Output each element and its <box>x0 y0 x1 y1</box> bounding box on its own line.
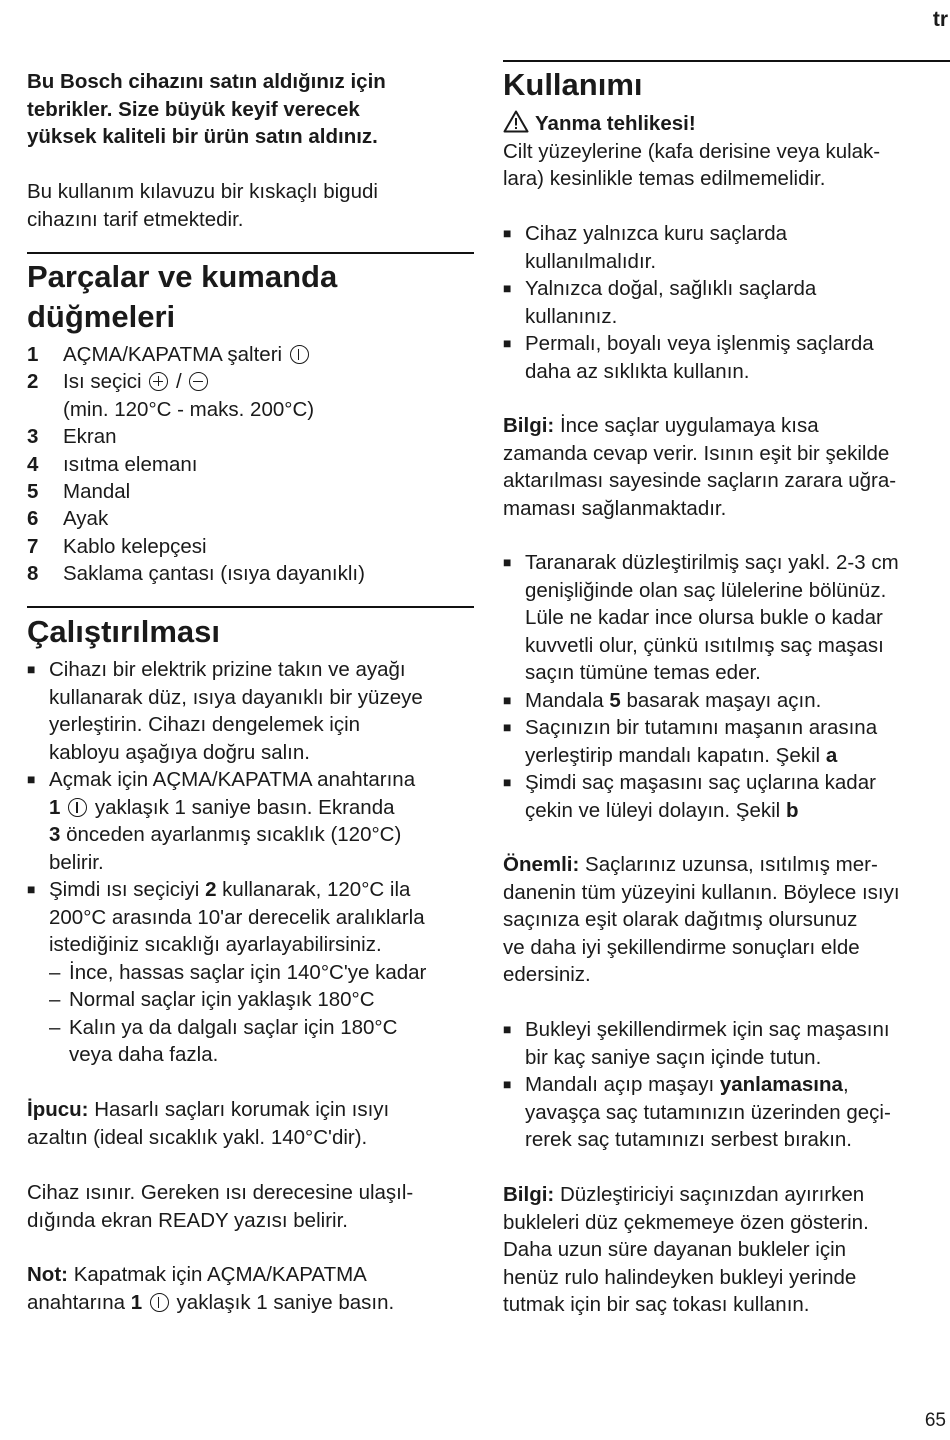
line <box>525 687 821 715</box>
dash-item <box>27 959 474 987</box>
line-text: Mandalı açıp maşayı <box>525 1073 715 1096</box>
line: Açmak için AÇMA/KAPATMA anahtarına <box>49 768 416 791</box>
list-item <box>27 876 474 904</box>
power-icon <box>68 798 87 817</box>
parts-title-line1: Parçalar ve kumanda <box>27 259 338 294</box>
ref-number: 2 <box>205 878 217 901</box>
line <box>525 1071 849 1099</box>
line-text: kullanarak, 120°C ila <box>222 878 411 901</box>
separator: / <box>176 370 182 394</box>
line: Permalı, boyalı veya işlenmiş saçlarda <box>525 332 874 355</box>
parts-list <box>27 341 474 588</box>
line: istediğiniz sıcaklığı ayarlayabilirsiniz. <box>49 933 382 956</box>
line <box>49 876 410 904</box>
list-item-cont <box>503 1044 950 1072</box>
warning-title: Yanma tehlikesi! <box>535 112 696 135</box>
line: edersiniz. <box>503 963 591 986</box>
line: kullanarak düz, ısıya dayanıklı bir yüzeye <box>49 685 423 709</box>
list-item-cont <box>27 794 474 822</box>
parts-item <box>27 368 474 395</box>
bullet-square-icon: ■ <box>27 771 36 787</box>
bullet-square-icon: ■ <box>503 554 512 570</box>
bullet-square-icon: ■ <box>503 719 512 735</box>
item-text <box>63 368 210 395</box>
bullet-square-icon: ■ <box>503 1076 512 1092</box>
tip-label: İpucu: <box>27 1098 89 1121</box>
item-number: 5 <box>27 480 39 504</box>
line: bukleleri düz çekmemeye özen gösterin. <box>503 1210 869 1234</box>
parts-item <box>27 341 474 368</box>
heat-paragraph <box>27 1179 474 1234</box>
line <box>27 1261 474 1289</box>
list-item <box>503 549 950 577</box>
usage-title: Kullanımı <box>503 67 643 102</box>
important-label: Önemli: <box>503 853 580 876</box>
list-item-cont <box>503 577 950 605</box>
parts-item-sub <box>27 396 474 423</box>
line <box>525 797 798 825</box>
item-label: Mandal <box>63 480 131 504</box>
power-icon <box>150 1293 169 1312</box>
line-text: anahtarına <box>27 1290 126 1314</box>
list-item-cont <box>503 303 950 331</box>
line: rerek saç tutamınızı serbest bırakın. <box>525 1128 852 1151</box>
intro-bold-line: tebrikler. Size büyük keyif verecek <box>27 97 360 121</box>
line-text: yaklaşık 1 saniye basın. Ekranda <box>94 795 395 819</box>
list-item-cont <box>503 248 950 276</box>
list-item <box>27 656 474 684</box>
line: tutmak için bir saç tokası kullanın. <box>503 1293 810 1316</box>
bullet-square-icon: ■ <box>503 335 512 351</box>
list-item-cont <box>27 684 474 712</box>
bullet-square-icon: ■ <box>503 691 512 708</box>
info-paragraph-1 <box>503 412 950 522</box>
line: saçınıza eşit olarak dağıtmış olursunuz <box>503 908 858 931</box>
parts-item <box>27 533 474 560</box>
list-item <box>27 766 474 794</box>
line <box>503 412 950 440</box>
warning-block <box>503 110 950 193</box>
line <box>27 1096 474 1124</box>
ref-number: 1 <box>130 1290 143 1314</box>
line: maması sağlanmaktadır. <box>503 496 727 520</box>
parts-item <box>27 451 474 478</box>
intro-line: Bu kullanım kılavuzu bir kıskaçlı bigudi <box>27 180 378 203</box>
usage-list-1 <box>503 220 950 385</box>
line-text: Mandala <box>525 688 604 712</box>
bullet-square-icon: ■ <box>503 774 512 790</box>
line: kuvvetli olur, çünkü ısıtılmış saç maşası <box>525 633 884 657</box>
bullet-square-icon: ■ <box>27 881 36 897</box>
line-text: yaklaşık 1 saniye basın. <box>176 1290 395 1314</box>
warning-triangle-icon <box>503 110 529 133</box>
line <box>27 1289 474 1317</box>
line: Daha uzun süre dayanan bukleler için <box>503 1238 847 1261</box>
info-label: Bilgi: <box>503 1183 555 1206</box>
language-tag: tr <box>932 8 948 31</box>
line-text: Kapatmak için AÇMA/KAPATMA <box>73 1263 367 1286</box>
line <box>503 851 950 879</box>
line-text: Hasarlı saçları korumak için ısıyı <box>94 1098 390 1121</box>
line: yavaşça saç tutamınızın üzerinden geçi- <box>525 1100 891 1124</box>
list-item-cont <box>503 797 950 825</box>
item-subtext: (min. 120°C - maks. 200°C) <box>63 397 315 421</box>
dash-marker: – <box>49 960 61 984</box>
list-item-cont <box>503 604 950 632</box>
line: Cihazı bir elektrik prizine takın ve ayağı <box>49 658 406 681</box>
info-paragraph-2 <box>503 1181 950 1319</box>
line: saçın tümüne temas eder. <box>525 661 761 684</box>
parts-item <box>27 478 474 505</box>
note-paragraph <box>27 1261 474 1316</box>
list-item <box>503 714 950 742</box>
line <box>27 1207 474 1235</box>
power-icon <box>290 345 309 364</box>
item-number: 4 <box>27 452 39 476</box>
item-number: 6 <box>27 507 39 531</box>
line: kullanılmalıdır. <box>525 249 657 273</box>
dash-item-cont <box>27 1041 474 1069</box>
line: zamanda cevap verir. Isının eşit bir şekilde <box>503 441 890 465</box>
list-item-cont <box>503 1126 950 1154</box>
usage-list-3 <box>503 1016 950 1154</box>
line: azaltın (ideal sıcaklık yakl. 140°C'dir). <box>27 1125 368 1149</box>
line <box>503 1181 950 1209</box>
item-number: 1 <box>27 343 39 366</box>
intro-line: cihazını tarif etmektedir. <box>27 207 244 231</box>
line: kullanınız. <box>525 304 618 328</box>
intro-bold-line: yüksek kaliteli bir ürün satın aldınız. <box>27 125 378 148</box>
line: lara) kesinlikle temas edilmemelidir. <box>503 167 826 190</box>
ref-number: 5 <box>609 688 621 712</box>
important-paragraph <box>503 851 950 989</box>
bullet-square-icon: ■ <box>503 280 512 296</box>
list-item <box>503 220 950 248</box>
ref-number: 3 <box>49 823 61 846</box>
line-text: yerleştirip mandalı kapatın. Şekil <box>525 743 821 767</box>
line: Şimdi saç maşasını saç uçlarına kadar <box>525 771 876 794</box>
operation-list <box>27 656 474 1069</box>
line-text: dığında ekran <box>27 1208 153 1232</box>
intro-bold-line: Bu Bosch cihazını satın aldığınız için <box>27 70 386 93</box>
dash-marker: – <box>49 988 61 1011</box>
parts-item <box>27 423 474 450</box>
list-item <box>503 275 950 303</box>
intro-description <box>27 178 474 233</box>
line-text: Saçlarınız uzunsa, ısıtılmış mer- <box>585 853 878 876</box>
note-label: Not: <box>27 1263 68 1286</box>
parts-item <box>27 505 474 532</box>
parts-title-line2: düğmeleri <box>27 299 176 334</box>
line: Kalın ya da dalgalı saçlar için 180°C <box>69 1015 398 1039</box>
list-item-cont <box>27 739 474 767</box>
section-divider <box>27 606 474 608</box>
line: Yalnızca doğal, sağlıklı saçlarda <box>525 277 817 300</box>
figure-ref: a <box>825 743 838 767</box>
ref-number: 1 <box>49 795 61 819</box>
bullet-square-icon: ■ <box>27 661 36 677</box>
list-item <box>503 1071 950 1099</box>
plus-icon <box>149 372 168 391</box>
list-item-cont <box>503 632 950 660</box>
dash-marker: – <box>49 1015 61 1039</box>
operation-title: Çalıştırılması <box>27 614 220 649</box>
tip-paragraph <box>27 1096 474 1151</box>
bullet-square-icon: ■ <box>503 1021 512 1037</box>
list-item-cont <box>503 358 950 386</box>
line-text: basarak maşayı açın. <box>626 688 822 712</box>
line: Cihaz ısınır. Gereken ısı derecesine ulaşıl- <box>27 1181 414 1204</box>
section-divider <box>27 252 474 254</box>
line: henüz rulo halindeyken bukleyi yerinde <box>503 1265 857 1289</box>
line: belirir. <box>49 850 104 874</box>
line: veya daha fazla. <box>69 1043 219 1066</box>
ready-label: READY <box>158 1208 229 1232</box>
dash-item <box>27 1014 474 1042</box>
page-number: 65 <box>924 1410 946 1431</box>
line: daha az sıklıkta kullanın. <box>525 359 750 383</box>
section-divider <box>503 60 950 62</box>
line: 200°C arasında 10'ar derecelik aralıklarla <box>49 905 425 929</box>
usage-list-2 <box>503 549 950 824</box>
line-text: Düzleştiriciyi saçınızdan ayırırken <box>559 1183 865 1206</box>
line <box>525 742 837 770</box>
list-item-cont <box>27 931 474 959</box>
list-item-cont <box>27 711 474 739</box>
line <box>49 821 401 849</box>
line: Bukleyi şekillendirmek için saç maşasını <box>525 1018 890 1041</box>
item-label: ısıtma elemanı <box>63 452 198 476</box>
line: aktarılması sayesinde saçların zarara uğra- <box>503 469 897 492</box>
line: ve daha iyi şekillendirme sonuçları elde <box>503 935 860 959</box>
list-item-cont <box>27 849 474 877</box>
bullet-square-icon: ■ <box>503 225 512 241</box>
list-item-cont <box>503 659 950 687</box>
line: Lüle ne kadar ince olursa bukle o kadar <box>525 606 883 629</box>
line: Cilt yüzeylerine (kafa derisine veya kulak- <box>503 139 881 163</box>
intro-congrats <box>27 68 474 151</box>
item-label: Kablo kelepçesi <box>63 534 207 558</box>
minus-icon <box>189 372 208 391</box>
item-label: AÇMA/KAPATMA şalteri <box>63 343 283 366</box>
warning-heading <box>503 110 950 138</box>
line <box>49 794 395 822</box>
line: genişliğinde olan saç lülelerine bölünüz. <box>525 578 887 602</box>
item-number: 2 <box>27 370 39 394</box>
emphasis: yanlamasına <box>719 1073 843 1096</box>
item-text <box>63 341 311 368</box>
line: İnce, hassas saçlar için 140°C'ye kadar <box>69 960 427 984</box>
list-item <box>503 687 950 715</box>
line: yerleştirin. Cihazı dengelemek için <box>49 713 361 736</box>
item-number: 7 <box>27 534 39 558</box>
dash-item <box>27 986 474 1014</box>
line: kabloyu aşağıya doğru salın. <box>49 740 310 764</box>
line: Taranarak düzleştirilmiş saçı yakl. 2-3 cm <box>525 551 899 574</box>
line-text: yazısı belirir. <box>234 1208 348 1232</box>
info-label: Bilgi: <box>503 414 555 437</box>
list-item <box>503 769 950 797</box>
list-item-cont <box>503 1099 950 1127</box>
list-item-cont <box>27 821 474 849</box>
line-text: önceden ayarlanmış sıcaklık (120°C) <box>66 823 402 846</box>
line-text: çekin ve lüleyi dolayın. Şekil <box>525 798 781 822</box>
item-label: Ayak <box>63 507 109 531</box>
line: Cihaz yalnızca kuru saçlarda <box>525 222 788 245</box>
figure-ref: b <box>785 798 799 822</box>
line: Normal saçlar için yaklaşık 180°C <box>69 988 375 1011</box>
list-item <box>503 330 950 358</box>
line-text: , <box>842 1073 849 1096</box>
line: bir kaç saniye saçın içinde tutun. <box>525 1045 822 1069</box>
item-number: 8 <box>27 562 39 586</box>
item-label: Saklama çantası (ısıya dayanıklı) <box>63 562 365 586</box>
item-label: Ekran <box>63 425 117 449</box>
list-item-cont <box>27 904 474 932</box>
parts-item <box>27 560 474 587</box>
line-text: İnce saçlar uygulamaya kısa <box>559 414 819 437</box>
list-item-cont <box>503 742 950 770</box>
list-item <box>503 1016 950 1044</box>
line-text: Şimdi ısı seçiciyi <box>49 878 200 901</box>
line: Saçınızın bir tutamını maşanın arasına <box>525 716 878 739</box>
item-number: 3 <box>27 425 39 449</box>
item-label: Isı seçici <box>63 370 142 394</box>
line: danenin tüm yüzeyini kullanın. Böylece ısıyı <box>503 880 900 904</box>
